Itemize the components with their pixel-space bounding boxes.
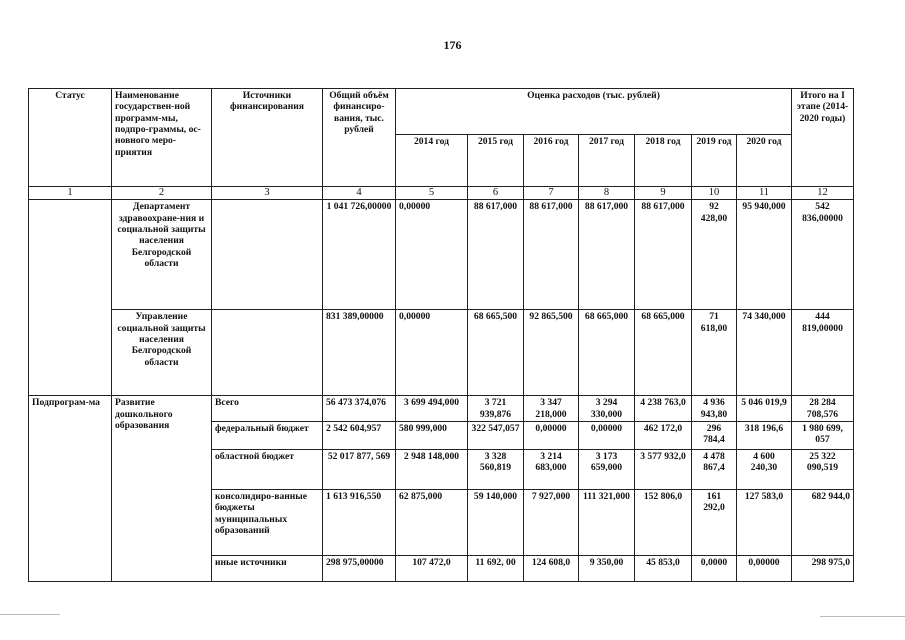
column-number: 7 <box>524 187 579 200</box>
column-number: 8 <box>579 187 635 200</box>
column-number: 1 <box>29 187 112 200</box>
row-year-value: 0,0000 <box>692 556 737 582</box>
row-total: 831 389,00000 <box>323 310 396 396</box>
row-name: Департамент здравоохране-ния и социальной защиты населения Белгородской области <box>112 200 212 310</box>
column-number-row <box>29 187 854 200</box>
row-year-value: 3 328 560,819 <box>468 450 524 490</box>
row-total: 298 975,00000 <box>323 556 396 582</box>
header-program-name: Наименование государствен-ной программ-мы, подпро-граммы, ос-новного меро-приятия <box>112 89 212 187</box>
table-row <box>29 310 854 396</box>
row-year-value: 4 478 867,4 <box>692 450 737 490</box>
row-source <box>212 310 323 396</box>
row-year-value: 4 600 240,30 <box>737 450 792 490</box>
header-year: 2016 год <box>524 135 579 187</box>
table-row <box>29 396 854 422</box>
row-year-value: 88 617,000 <box>635 200 692 310</box>
row-year-value: 296 784,4 <box>692 422 737 450</box>
row-year-value: 95 940,000 <box>737 200 792 310</box>
column-number: 11 <box>737 187 792 200</box>
row-year-value: 111 321,000 <box>579 490 635 556</box>
column-number: 4 <box>323 187 396 200</box>
row-year-value: 0,00000 <box>396 200 468 310</box>
row-stage-total: 1 980 699, 057 <box>792 422 854 450</box>
row-year-value: 71 618,00 <box>692 310 737 396</box>
header-status: Статус <box>29 89 112 187</box>
row-source <box>212 200 323 310</box>
row-year-value: 124 608,0 <box>524 556 579 582</box>
header-year: 2017 год <box>579 135 635 187</box>
row-total: 1 041 726,00000 <box>323 200 396 310</box>
row-year-value: 4 936 943,80 <box>692 396 737 422</box>
column-number: 6 <box>468 187 524 200</box>
column-number: 3 <box>212 187 323 200</box>
row-total: 56 473 374,076 <box>323 396 396 422</box>
row-stage-total: 444 819,00000 <box>792 310 854 396</box>
row-year-value: 4 238 763,0 <box>635 396 692 422</box>
row-stage-total: 25 322 090,519 <box>792 450 854 490</box>
header-stage-total: Итого на I этапе (2014-2020 годы) <box>792 89 854 187</box>
header-year: 2018 год <box>635 135 692 187</box>
column-number: 10 <box>692 187 737 200</box>
column-number: 12 <box>792 187 854 200</box>
header-year: 2019 год <box>692 135 737 187</box>
page-number: 176 <box>443 38 462 52</box>
column-number: 9 <box>635 187 692 200</box>
row-year-value: 3 214 683,000 <box>524 450 579 490</box>
header-total-volume: Общий объём финансиро-вания, тыс. рублей <box>323 89 396 187</box>
row-year-value: 68 665,000 <box>579 310 635 396</box>
header-sources: Источники финансирования <box>212 89 323 187</box>
row-year-value: 59 140,000 <box>468 490 524 556</box>
row-year-value: 92 865,500 <box>524 310 579 396</box>
header-row <box>29 89 854 135</box>
row-stage-total: 28 284 708,576 <box>792 396 854 422</box>
row-year-value: 88 617,000 <box>524 200 579 310</box>
row-source: Всего <box>212 396 323 422</box>
row-year-value: 68 665,000 <box>635 310 692 396</box>
row-year-value: 88 617,000 <box>579 200 635 310</box>
row-year-value: 127 583,0 <box>737 490 792 556</box>
row-year-value: 318 196,6 <box>737 422 792 450</box>
row-status: Подпрограм-ма <box>29 396 112 582</box>
row-year-value: 3 721 939,876 <box>468 396 524 422</box>
row-year-value: 0,00000 <box>737 556 792 582</box>
row-stage-total: 542 836,00000 <box>792 200 854 310</box>
row-stage-total: 682 944,0 <box>792 490 854 556</box>
row-year-value: 161 292,0 <box>692 490 737 556</box>
row-year-value: 11 692, 00 <box>468 556 524 582</box>
row-name: Управление социальной защиты населения Белгородской области <box>112 310 212 396</box>
row-year-value: 62 875,000 <box>396 490 468 556</box>
header-year: 2014 год <box>396 135 468 187</box>
row-year-value: 5 046 019,9 <box>737 396 792 422</box>
row-total: 2 542 604,957 <box>323 422 396 450</box>
row-year-value: 9 350,00 <box>579 556 635 582</box>
budget-table <box>28 88 854 582</box>
table-row <box>29 200 854 310</box>
header-year: 2015 год <box>468 135 524 187</box>
row-year-value: 462 172,0 <box>635 422 692 450</box>
row-year-value: 0,00000 <box>396 310 468 396</box>
row-source: иные источники <box>212 556 323 582</box>
row-source: областной бюджет <box>212 450 323 490</box>
row-year-value: 152 806,0 <box>635 490 692 556</box>
row-year-value: 0,00000 <box>579 422 635 450</box>
row-year-value: 3 347 218,000 <box>524 396 579 422</box>
row-year-value: 0,00000 <box>524 422 579 450</box>
header-spending-estimate: Оценка расходов (тыс. рублей) <box>396 89 792 135</box>
scan-artifact <box>820 616 905 617</box>
row-year-value: 3 577 932,0 <box>635 450 692 490</box>
row-year-value: 580 999,000 <box>396 422 468 450</box>
budget-table-container <box>28 88 854 582</box>
row-year-value: 322 547,057 <box>468 422 524 450</box>
row-stage-total: 298 975,0 <box>792 556 854 582</box>
row-status <box>29 200 112 396</box>
row-source: консолидиро-ванные бюджеты муниципальных образований <box>212 490 323 556</box>
header-year: 2020 год <box>737 135 792 187</box>
row-year-value: 3 294 330,000 <box>579 396 635 422</box>
row-year-value: 3 699 494,000 <box>396 396 468 422</box>
row-year-value: 107 472,0 <box>396 556 468 582</box>
row-year-value: 68 665,500 <box>468 310 524 396</box>
row-total: 1 613 916,550 <box>323 490 396 556</box>
row-year-value: 45 853,0 <box>635 556 692 582</box>
column-number: 2 <box>112 187 212 200</box>
row-source: федеральный бюджет <box>212 422 323 450</box>
row-year-value: 88 617,000 <box>468 200 524 310</box>
row-year-value: 7 927,000 <box>524 490 579 556</box>
row-name: Развитие дошкольного образования <box>112 396 212 582</box>
column-number: 5 <box>396 187 468 200</box>
row-year-value: 3 173 659,000 <box>579 450 635 490</box>
row-year-value: 92 428,00 <box>692 200 737 310</box>
row-year-value: 74 340,000 <box>737 310 792 396</box>
scan-artifact <box>0 614 60 615</box>
row-year-value: 2 948 148,000 <box>396 450 468 490</box>
row-total: 52 017 877, 569 <box>323 450 396 490</box>
